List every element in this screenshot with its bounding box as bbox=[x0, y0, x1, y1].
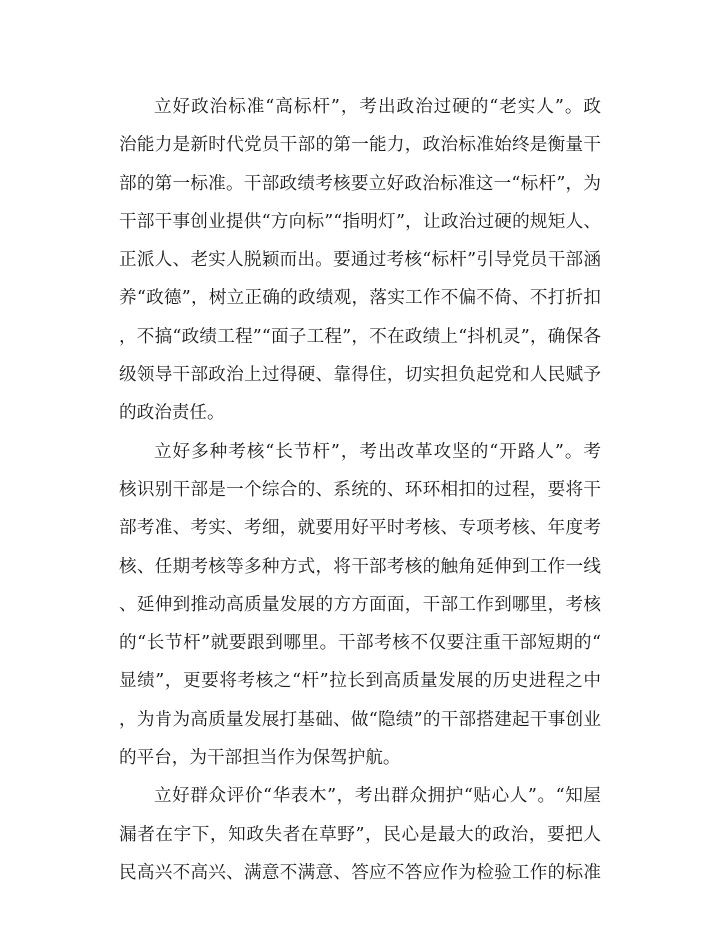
text-line: 立好政治标准“高标杆”，考出政治过硬的“老实人”。政 bbox=[154, 97, 601, 117]
text-line: 级领导干部政治上过得硬、靠得住，切实担负起党和人民赋予 bbox=[119, 365, 601, 386]
text-line: 民高兴不高兴、满意不满意、答应不答应作为检验工作的标准 bbox=[119, 862, 601, 883]
text-line: 治能力是新时代党员干部的第一能力，政治标准始终是衡量干 bbox=[119, 135, 601, 156]
text-line: 立好多种考核“长节杆”，考出改革攻坚的“开路人”。考 bbox=[154, 441, 601, 462]
text-line: 部的第一标准。干部政绩考核要立好政治标准这一“标杆”，为 bbox=[119, 173, 601, 194]
text-line: ，为肯为高质量发展打基础、做“隐绩”的干部搭建起干事创业 bbox=[119, 709, 601, 730]
text-line: 正派人、老实人脱颖而出。要通过考核“标杆”引导党员干部涵 bbox=[119, 250, 601, 271]
text-line: 的平台，为干部担当作为保驾护航。 bbox=[119, 748, 401, 769]
paragraph-political-standard bbox=[119, 88, 601, 433]
text-line: 漏者在宇下，知政失者在草野”，民心是最大的政治，要把人 bbox=[119, 824, 601, 845]
text-line: 干部干事创业提供“方向标”“指明灯”，让政治过硬的规矩人、 bbox=[119, 211, 601, 232]
text-line: 核、任期考核等多种方式，将干部考核的触角延伸到工作一线 bbox=[119, 556, 601, 577]
text-line: 的“长节杆”就要跟到哪里。干部考核不仅要注重干部短期的“ bbox=[119, 633, 601, 654]
text-line: 、延伸到推动高质量发展的方方面面，干部工作到哪里，考核 bbox=[119, 594, 601, 615]
text-line: 立好群众评价“华表木”，考出群众拥护“贴心人”。“知屋 bbox=[154, 786, 601, 807]
text-line: 部考准、考实、考细，就要用好平时考核、专项考核、年度考 bbox=[119, 518, 601, 539]
paragraph-multiple-assessments bbox=[119, 433, 601, 778]
text-line: 显绩”，更要将考核之“杆”拉长到高质量发展的历史进程之中 bbox=[119, 671, 601, 692]
document-body bbox=[119, 88, 601, 892]
text-line: 养“政德”，树立正确的政绩观，落实工作不偏不倚、不打折扣 bbox=[119, 288, 601, 309]
paragraph-public-evaluation bbox=[119, 777, 601, 892]
text-line: 核识别干部是一个综合的、系统的、环环相扣的过程，要将干 bbox=[119, 479, 601, 500]
text-line: 的政治责任。 bbox=[119, 403, 225, 424]
text-line: ，不搞“政绩工程”“面子工程”，不在政绩上“抖机灵”，确保各 bbox=[119, 326, 601, 347]
